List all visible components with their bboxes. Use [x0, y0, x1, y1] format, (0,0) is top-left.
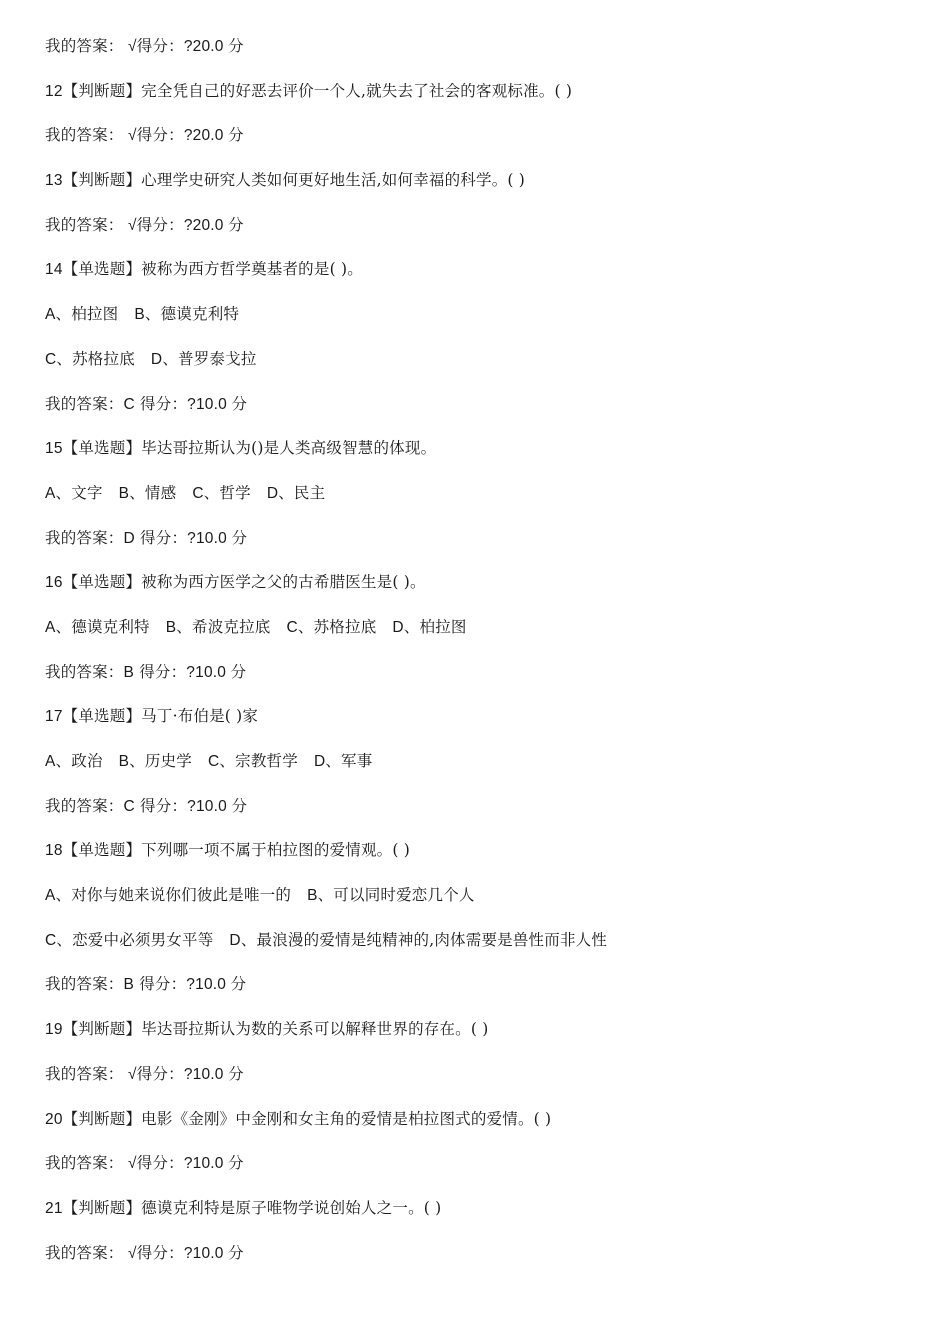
question-line: [45, 435, 915, 480]
answer-value: D: [123, 529, 135, 547]
answer-value: √: [123, 1155, 137, 1173]
option-b: B、可以同时爱恋几个人: [307, 886, 475, 905]
option-d: D、普罗泰戈拉: [150, 349, 257, 368]
score-label: 得分：: [134, 394, 188, 413]
option-c: C、宗教哲学: [208, 752, 298, 770]
option-d: D、民主: [266, 483, 326, 502]
score-value: ?10.0 分: [187, 797, 248, 815]
answer-label: 我的答案：: [45, 1064, 124, 1083]
question-number: 13: [45, 172, 63, 190]
answer-value: √: [123, 1244, 137, 1262]
answer-label: 我的答案：: [45, 1243, 124, 1262]
score-label: 得分：: [136, 126, 184, 145]
answer-line: [45, 971, 915, 1016]
question-number: 15: [45, 440, 63, 458]
question-type: 【单选题】: [62, 841, 142, 860]
answer-label: 我的答案：: [45, 394, 124, 413]
option-b: B、情感: [118, 483, 177, 502]
question-number: 21: [45, 1199, 63, 1217]
answer-label: 我的答案：: [45, 126, 124, 145]
score-label: 得分：: [134, 796, 188, 815]
answer-label: 我的答案：: [45, 215, 124, 234]
option-d: D、柏拉图: [392, 617, 467, 636]
question-type: 【单选题】: [62, 707, 142, 726]
score-label: 得分：: [134, 528, 188, 547]
answer-line: [45, 525, 915, 570]
answer-label: 我的答案：: [45, 662, 124, 681]
question-text: 被称为西方医学之父的古希腊医生是( )。: [141, 573, 426, 592]
question-type: 【单选题】: [62, 439, 142, 458]
answer-line: [45, 391, 915, 436]
question-line: [45, 78, 915, 123]
answer-label: 我的答案：: [45, 37, 124, 55]
question-number: 12: [45, 82, 63, 100]
question-number: 20: [45, 1110, 63, 1128]
score-value: ?10.0 分: [187, 395, 248, 413]
answer-line: [45, 1240, 915, 1285]
answer-line: [45, 793, 915, 838]
options-line: [45, 346, 915, 391]
answer-label: 我的答案：: [45, 1154, 124, 1173]
options-line: [45, 927, 915, 972]
answer-label: 我的答案：: [45, 975, 124, 994]
score-value: ?10.0 分: [183, 1155, 244, 1173]
question-number: 18: [45, 842, 63, 860]
option-d: D、最浪漫的爱情是纯精神的,肉体需要是兽性而非人性: [229, 930, 608, 949]
answer-value: √: [123, 216, 137, 234]
answer-line: [45, 1061, 915, 1106]
option-a: A、政治: [45, 752, 103, 770]
score-value: ?10.0 分: [186, 976, 247, 994]
question-line: [45, 703, 915, 748]
question-type: 【单选题】: [62, 573, 142, 592]
question-number: 16: [45, 574, 63, 592]
answer-label: 我的答案：: [45, 528, 124, 547]
answer-value: C: [123, 395, 135, 413]
answer-value: √: [123, 38, 137, 55]
question-text: 德谟克利特是原子唯物学说创始人之一。( ): [141, 1198, 442, 1217]
score-value: ?10.0 分: [187, 529, 248, 547]
question-line: [45, 837, 915, 882]
question-number: 17: [45, 708, 63, 726]
option-b: B、希波克拉底: [165, 617, 271, 636]
answer-line: [45, 122, 915, 167]
answer-label: 我的答案：: [45, 796, 124, 815]
option-b: B、德谟克利特: [134, 305, 240, 324]
option-c: C、恋爱中必须男女平等: [45, 930, 214, 949]
answer-value: B: [123, 663, 135, 681]
question-text: 下列哪一项不属于柏拉图的爱情观。( ): [141, 841, 410, 860]
score-value: ?20.0 分: [183, 127, 244, 145]
answer-value: √: [123, 1065, 137, 1083]
options-line: [45, 882, 915, 927]
score-value: ?10.0 分: [186, 663, 247, 681]
score-label: 得分：: [136, 1154, 184, 1173]
options-line: [45, 748, 915, 793]
question-line: [45, 569, 915, 614]
score-label: 得分：: [134, 975, 187, 994]
question-text: 心理学史研究人类如何更好地生活,如何幸福的科学。( ): [141, 171, 526, 190]
options-line: [45, 480, 915, 525]
question-type: 【判断题】: [62, 81, 142, 100]
question-type: 【判断题】: [62, 1020, 142, 1039]
score-value: ?10.0 分: [183, 1244, 244, 1262]
option-a: A、德谟克利特: [45, 617, 150, 636]
score-label: 得分：: [136, 37, 184, 55]
answer-line: [45, 1150, 915, 1195]
option-d: D、军事: [313, 752, 373, 770]
answer-line: [45, 212, 915, 257]
score-label: 得分：: [136, 1064, 184, 1083]
answer-line: [45, 33, 915, 78]
score-value: ?20.0 分: [183, 38, 244, 55]
question-text: 电影《金刚》中金刚和女主角的爱情是柏拉图式的爱情。( ): [141, 1109, 552, 1128]
question-type: 【单选题】: [62, 260, 142, 279]
option-a: A、柏拉图: [45, 305, 119, 324]
answer-value: B: [123, 976, 135, 994]
score-label: 得分：: [136, 1243, 184, 1262]
options-line: [45, 614, 915, 659]
option-a: A、文字: [45, 483, 103, 502]
question-type: 【判断题】: [62, 171, 142, 190]
question-number: 19: [45, 1021, 63, 1039]
score-value: ?20.0 分: [183, 216, 244, 234]
option-b: B、历史学: [118, 752, 193, 770]
question-text: 毕达哥拉斯认为数的关系可以解释世界的存在。( ): [141, 1020, 489, 1039]
question-line: [45, 1106, 915, 1151]
question-line: [45, 256, 915, 301]
document-page: [45, 33, 915, 1284]
answer-line: [45, 659, 915, 704]
question-number: 14: [45, 261, 63, 279]
score-label: 得分：: [136, 215, 184, 234]
answer-value: C: [123, 797, 135, 815]
score-value: ?10.0 分: [183, 1065, 244, 1083]
question-line: [45, 167, 915, 212]
question-type: 【判断题】: [62, 1109, 142, 1128]
question-line: [45, 1195, 915, 1240]
option-c: C、哲学: [192, 483, 251, 502]
question-text: 完全凭自己的好恶去评价一个人,就失去了社会的客观标准。( ): [141, 81, 573, 100]
options-line: [45, 301, 915, 346]
question-type: 【判断题】: [62, 1198, 142, 1217]
answer-value: √: [123, 127, 137, 145]
question-text: 毕达哥拉斯认为()是人类高级智慧的体现。: [141, 439, 437, 458]
option-c: C、苏格拉底: [286, 617, 377, 636]
question-line: [45, 1016, 915, 1061]
question-text: 被称为西方哲学奠基者的是( )。: [141, 260, 363, 279]
option-c: C、苏格拉底: [45, 349, 135, 368]
score-label: 得分：: [134, 662, 187, 681]
option-a: A、对你与她来说你们彼此是唯一的: [45, 886, 292, 905]
question-text: 马丁·布伯是( )家: [141, 707, 259, 726]
